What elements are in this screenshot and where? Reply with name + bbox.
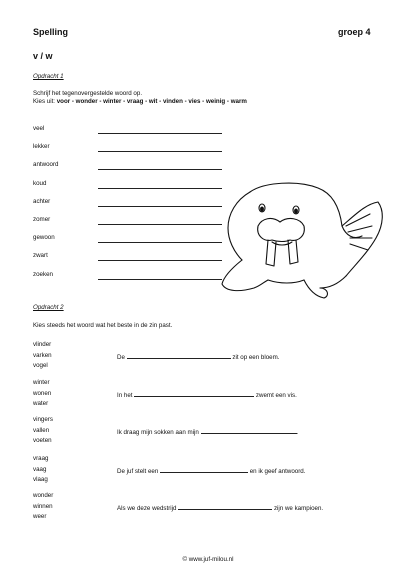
option-varken: varken: [33, 351, 52, 359]
walrus-illustration: [206, 180, 390, 306]
sentence-before: In het: [117, 391, 135, 399]
sentence-after: zwemt een vis.: [254, 391, 297, 399]
opdracht1-instruction: Schrijf het tegenovergestelde woord op.: [33, 90, 143, 97]
choices-list: voor - wonder - winter - vraag - wit - vinden - vies - weinig - warm: [56, 98, 247, 105]
answer-line-zwart[interactable]: [98, 260, 222, 261]
answer-blank[interactable]: [134, 390, 254, 397]
option-vingers: vingers: [33, 416, 53, 423]
word-lekker: lekker: [33, 143, 50, 151]
answer-blank[interactable]: [201, 427, 297, 434]
sentence-after: .: [296, 428, 299, 436]
opdracht2-instruction: Kies steeds het woord wat het beste in de zin past.: [33, 322, 173, 329]
option-vlinder: vlinder: [33, 341, 52, 348]
sentence-before: Ik draag mijn sokken aan mijn: [117, 428, 201, 436]
word-koud: koud: [33, 179, 47, 187]
sentence-4: [117, 466, 305, 475]
word-achter: achter: [33, 197, 51, 205]
option-vraag: vraag: [33, 455, 49, 462]
option-winnen: winnen: [33, 502, 53, 510]
sentence-3: [117, 427, 298, 436]
opdracht2-heading: Opdracht 2: [33, 304, 64, 311]
answer-blank[interactable]: [160, 466, 248, 473]
opdracht1-heading: Opdracht 1: [33, 73, 64, 80]
worksheet-title: Spelling: [33, 27, 69, 37]
answer-line-koud[interactable]: [98, 188, 222, 189]
option-voeten: voeten: [33, 437, 52, 445]
answer-blank[interactable]: [127, 352, 231, 359]
sentence-after: zit op een bloem.: [230, 353, 280, 361]
option-water: water: [33, 400, 49, 408]
grade-label: groep 4: [338, 27, 371, 37]
option-vlaag: vlaag: [33, 476, 48, 484]
option-vaag: vaag: [33, 465, 47, 473]
answer-line-achter[interactable]: [98, 206, 222, 207]
option-wonen: wonen: [33, 389, 52, 397]
word-zomer: zomer: [33, 216, 51, 223]
word-zwart: zwart: [33, 252, 48, 260]
option-weer: weer: [33, 513, 47, 521]
answer-blank[interactable]: [178, 503, 272, 510]
word-zoeken: zoeken: [33, 270, 53, 278]
answer-line-lekker[interactable]: [98, 151, 222, 152]
option-wonder: wonder: [33, 492, 54, 499]
answer-line-zomer[interactable]: [98, 224, 222, 225]
word-antwoord: antwoord: [33, 161, 59, 169]
topic-label: v / w: [33, 51, 53, 61]
option-winter: winter: [33, 379, 50, 386]
answer-line-veel[interactable]: [98, 133, 222, 134]
choices-prefix: Kies uit:: [33, 98, 57, 105]
word-veel: veel: [33, 125, 45, 132]
sentence-5: [117, 503, 323, 512]
sentence-before: De juf stelt een: [117, 467, 160, 475]
answer-line-antwoord[interactable]: [98, 169, 222, 170]
footer-website: © www.juf-milou.nl: [182, 556, 234, 563]
sentence-before: Als we deze wedstrijd: [117, 504, 179, 512]
sentence-before: De: [117, 353, 127, 361]
word-gewoon: gewoon: [33, 234, 55, 242]
answer-line-gewoon[interactable]: [98, 242, 222, 243]
sentence-after: en ik geef antwoord.: [248, 467, 306, 475]
answer-line-zoeken[interactable]: [98, 279, 222, 280]
sentence-after: zijn we kampioen.: [272, 504, 324, 512]
option-vogel: vogel: [33, 362, 48, 370]
opdracht1-choices: [33, 98, 247, 105]
sentence-2: [117, 390, 297, 399]
option-vallen: vallen: [33, 426, 50, 434]
sentence-1: [117, 352, 279, 361]
